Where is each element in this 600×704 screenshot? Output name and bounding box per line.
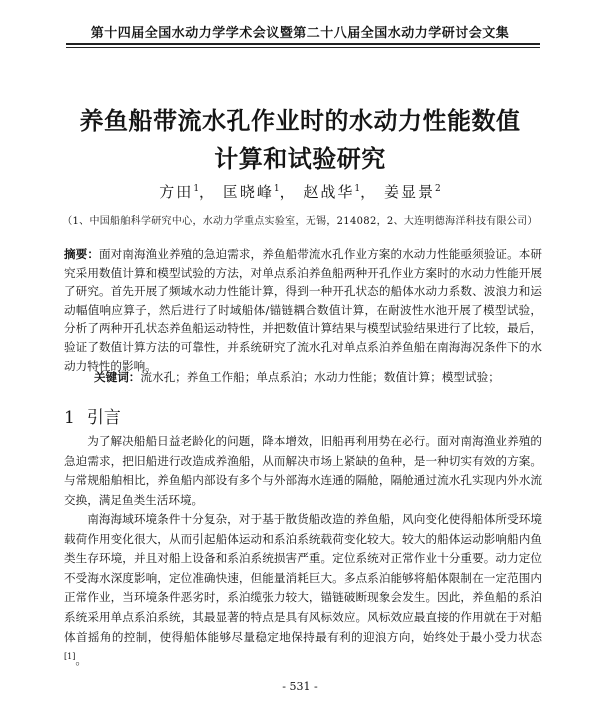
- author-name: 方田: [159, 183, 194, 201]
- header-rule-thick: [66, 43, 540, 45]
- running-header: 第十四届全国水动力学学术会议暨第二十八届全国水动力学研讨会文集: [90, 26, 510, 41]
- author-name: 赵战华: [303, 183, 355, 201]
- author-affiliation-mark: 1: [273, 184, 280, 194]
- author-name: 姜显景: [383, 183, 435, 201]
- keywords: [94, 368, 542, 386]
- citation-mark: [1]: [64, 652, 76, 662]
- paper-title: [40, 102, 560, 178]
- body-paragraph: 为了解决船船日益老龄化的问题，降本增效，旧船再利用势在必行。面对南海渔业养殖的急迫需求，把旧船进行改造成养渔船，从而解决市场上紧缺的鱼种，是一种切实有效的方案。与常规船舶相比，养鱼船内部设有多个与外部海水连通的隔舱，隔舱通过流水孔实现内外水流交换，满足鱼类生活环境。: [64, 434, 542, 507]
- keywords-text: 流水孔；养鱼工作船；单点系泊；水动力性能；数值计算；模型试验；: [140, 370, 500, 384]
- section-heading: [64, 403, 121, 428]
- affiliation: （1、中国船舶科学研究中心，水动力学重点实验室，无锡，214082，2、大连明德海洋科技有限公司）: [62, 216, 538, 227]
- title-line-1: 养鱼船带流水孔作业时的水动力性能数值: [79, 107, 521, 135]
- paragraph-end: 。: [75, 653, 87, 668]
- abstract: [64, 245, 542, 375]
- header-rule-thin: [66, 47, 540, 48]
- author-separator: ，: [199, 183, 217, 201]
- body-paragraph: [64, 510, 542, 671]
- abstract-label: 摘要：: [64, 247, 99, 261]
- keywords-label: 关键词：: [94, 370, 141, 384]
- page-number: - 531 -: [282, 680, 318, 693]
- title-line-2: 计算和试验研究: [214, 145, 386, 173]
- section-title: 引言: [86, 408, 121, 428]
- author-affiliation-mark: 1: [354, 184, 361, 194]
- abstract-text: 面对南海渔业养殖的急迫需求，养鱼船带流水孔作业方案的水动力性能亟须验证。本研究采用数值计算和模型试验的方法，对单点系泊养鱼船两种开孔作业方案时的水动力性能开展了研究。首先开展了频域水动力性能计算，得到一种开孔状态的船体水动力系数、波浪力和运动幅值响应算子，然后进行了时域船体/锚链耦合数值计算，在耐波性水池开展了模型试验，分析了两种开孔状态养鱼船运动特性，并把数值计算结果与模型试验结果进行了比较，最后，验证了数值计算方法的可靠性，并系统研究了流水孔对单点系泊养鱼船在南海海况条件下的水动力特性的影响。: [64, 247, 542, 373]
- section-number: 1: [64, 408, 75, 428]
- author-separator: ，: [279, 183, 297, 201]
- author-list: [0, 181, 600, 202]
- paragraph-text: 南海海域环境条件十分复杂，对于基于散货船改造的养鱼船，风向变化使得船体所受环境载荷作用变化很大，从而引起船体运动和系泊系统载荷变化较大。较大的船体运动影响船内鱼类生存环境，并且对船上设备和系泊系统损害严重。定位系统对正常作业十分重要。动力定位不受海水深度影响，定位准确快速，但能量消耗巨大。多点系泊能够将船体限制在一定范围内正常作业，当环境条件恶劣时，系泊缆张力较大，锚链破断现象会发生。因此，养鱼船的系泊系统采用单点系泊系统，其最显著的特点是具有风标效应。风标效应最直接的作用就在于对船体首摇角的控制，使得船体能够尽量稳定地保持最有利的迎浪方向，始终处于最小受力状态: [64, 512, 542, 644]
- author-separator: ，: [360, 183, 378, 201]
- author-affiliation-mark: 1: [193, 184, 200, 194]
- author-affiliation-mark: 2: [434, 184, 441, 194]
- author-name: 匡晓峰: [222, 183, 274, 201]
